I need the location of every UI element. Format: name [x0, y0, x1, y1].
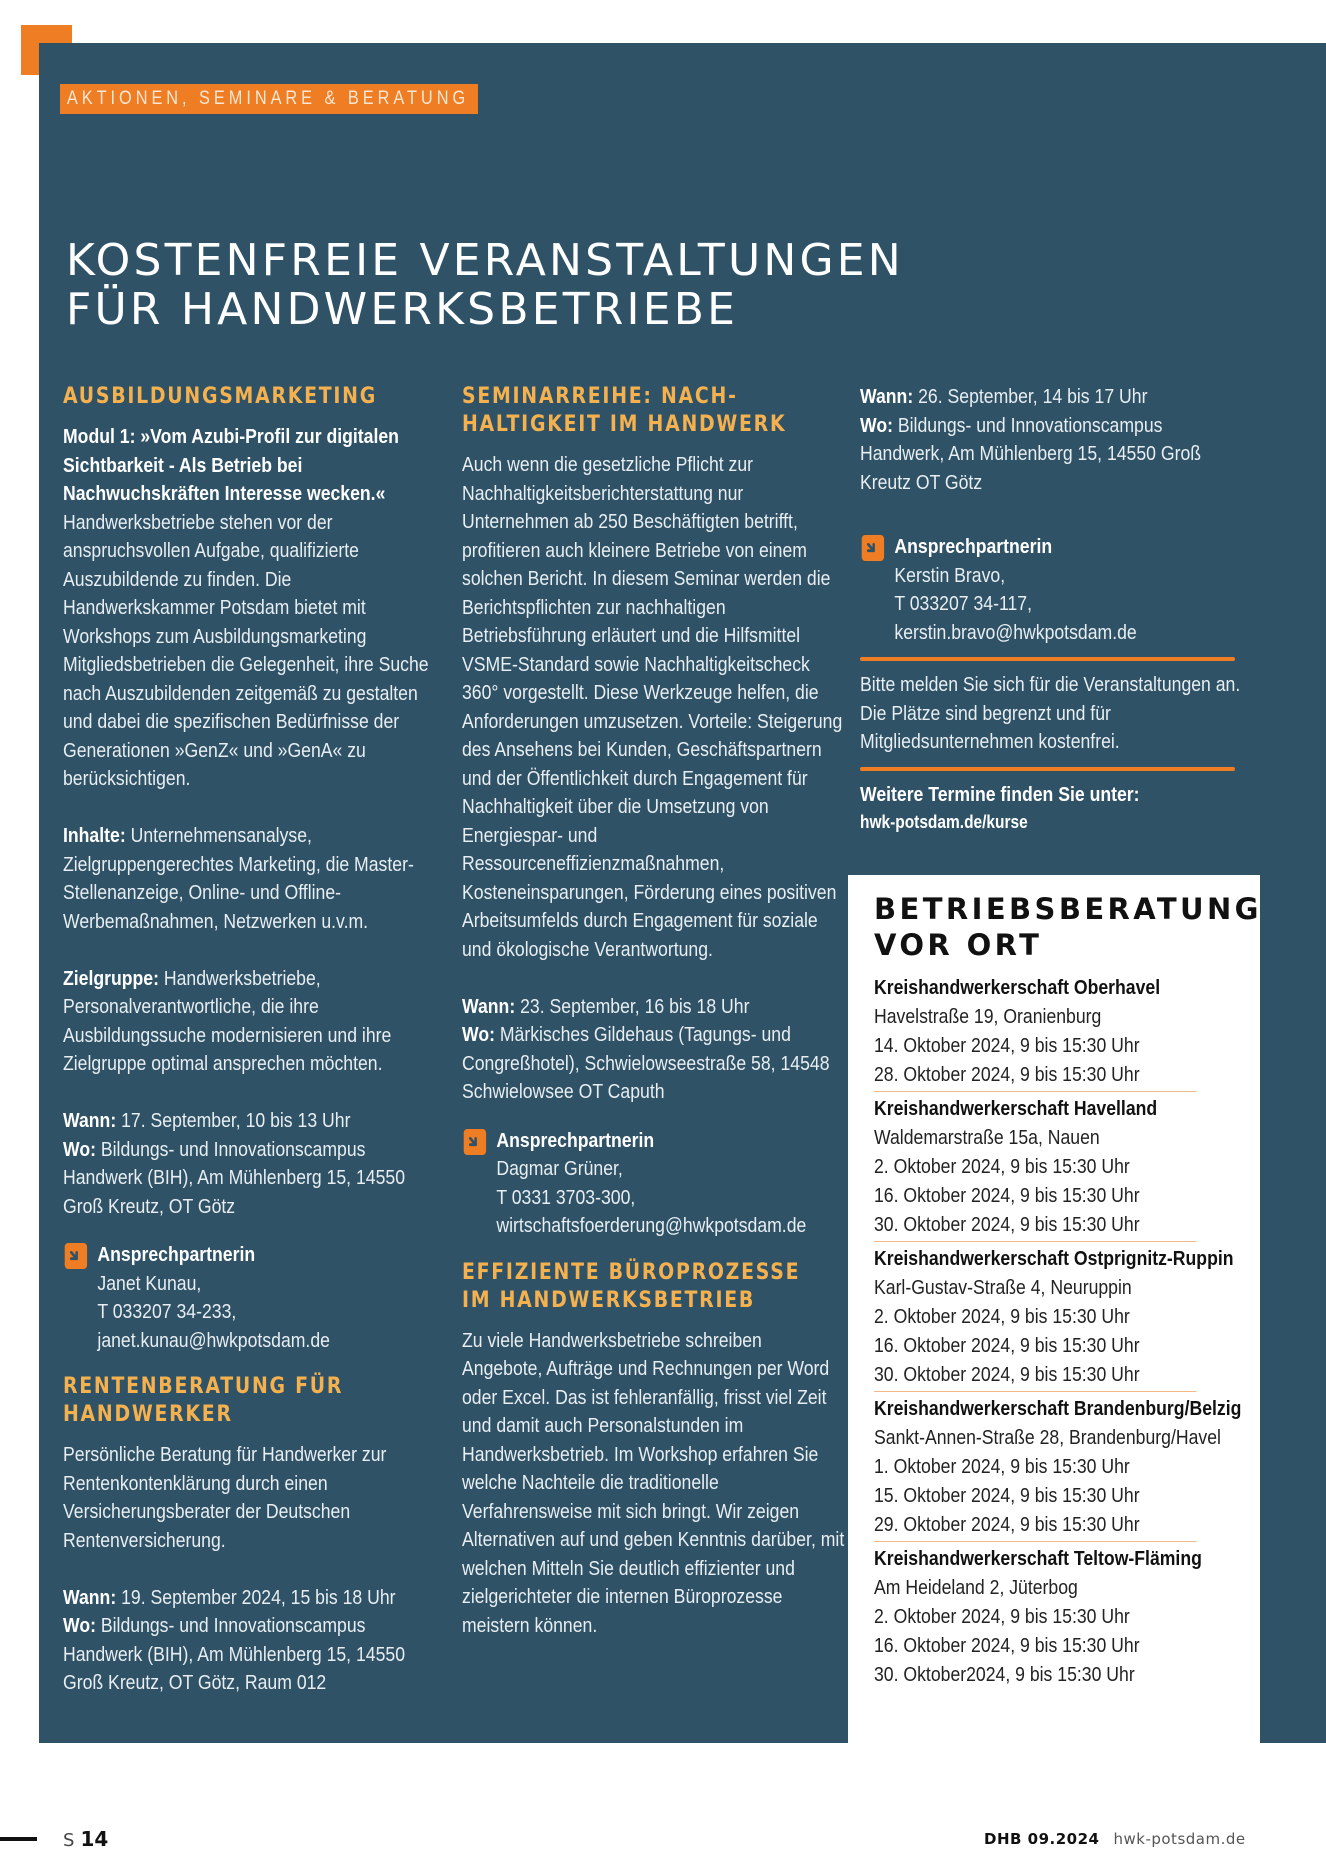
weitere-termine-label: Weitere Termine finden Sie unter: — [860, 782, 1140, 806]
page-title — [66, 236, 904, 334]
contact-label: Ansprechpartnerin — [496, 1128, 655, 1152]
footer-right — [984, 1827, 1246, 1851]
office-item: Kreishandwerkerschaft Teltow-Fläming Am Heideland 2, Jüterbog 2. Oktober 2024, 9 bis 15:30 Uhr 16. Oktober 2024, 9 bis 15:30 Uhr 30. Oktober2024, 9 bis 15:30 Uhr — [874, 1547, 1202, 1686]
buero-wann: Wann: 26. September, 14 bis 17 Uhr — [860, 385, 1148, 408]
nachhaltigkeit-body: Auch wenn die gesetzliche Pflicht zur Nachhaltigkeitsberichterstattung nur Unternehmen ab 250 Beschäftigten betrifft, profitieren auch kleinere Betriebe von einem solchen Bericht. In diesem Seminar werden die Berichtspflichten zur nachhaltigen Betriebsführung erläutert und die Hilfsmittel VSME-Standard sowie Nachhaltigkeitscheck 360° vorgestellt. Diese Werkzeuge helfen, die Anforderungen umzusetzen. Vorteile: Steigerung des Ansehens bei Kunden, Geschäftspartnern und der Öffentlichkeit durch Engagement für Nachhaltigkeit über die Umsetzung von Energiespar- und Ressourceneffizienzmaßnahmen, Kosteneinsparungen, Förderung eines positiven Arbeitsumfelds durch Engagement für soziale und ökologische Verantwortung. — [462, 453, 843, 961]
nachhaltigkeit-wann: Wann: 23. September, 16 bis 18 Uhr — [462, 994, 750, 1018]
page-number: S 14 — [63, 1827, 109, 1851]
buero-body: Zu viele Handwerksbetriebe schreiben Angebote, Aufträge und Rechnungen per Word oder Excel. Das ist fehleranfällig, frisst viel Zeit und damit auch Personalstunden im Handwerksbetrieb. Im Workshop erfahren Sie welche Nachteile die traditionelle Verfahrensweise mit sich bringt. Wir zeigen Alternativen auf und geben Kenntnis darüber, mit welchen Mitteln Sie deutlich effizienter und zielgerichteter die internen Büroprozesse meistern können. — [462, 1328, 845, 1637]
contact-phone[interactable]: T 033207 34-117, — [894, 592, 1032, 615]
contact-buero — [860, 533, 1244, 647]
column-2 — [462, 383, 847, 1640]
registration-notice: Bitte melden Sie sich für die Veranstaltungen an. Die Plätze sind begrenzt und für Mitgliedsunternehmen kostenfrei. — [860, 673, 1241, 753]
betriebsberatung-box — [848, 875, 1260, 1743]
renten-wo: Wo: Bildungs- und Innovationscampus Handwerk (BIH), Am Mühlenberg 15, 14550 Groß Kreutz, OT Götz, Raum 012 — [63, 1614, 406, 1694]
page-title-line1: KOSTENFREIE VERANSTALTUNGEN — [66, 235, 904, 286]
office-list — [874, 973, 1245, 1691]
contact-email[interactable]: kerstin.bravo@hwkpotsdam.de — [894, 620, 1137, 644]
ausbildung-wann: Wann: 17. September, 10 bis 13 Uhr — [63, 1109, 351, 1132]
contact-nachhaltigkeit — [462, 1127, 846, 1241]
contact-label: Ansprechpartnerin — [97, 1243, 256, 1266]
contact-ausbildung — [63, 1241, 447, 1355]
heading-rentenberatung: RENTENBERATUNG FÜR HANDWERKER — [63, 1374, 344, 1427]
office-item: Kreishandwerkerschaft Havelland Waldemarstraße 15a, Nauen 2. Oktober 2024, 9 bis 15:30 Uhr 16. Oktober 2024, 9 bis 15:30 Uhr 30. Oktober 2024, 9 bis 15:30 Uhr — [874, 1094, 1197, 1242]
footer-rule — [0, 1837, 37, 1841]
contact-name: Kerstin Bravo, — [894, 563, 1006, 587]
contact-name: Janet Kunau, — [97, 1271, 202, 1295]
orange-divider — [860, 657, 1235, 661]
buero-wo: Wo: Bildungs- und Innovationscampus Handwerk, Am Mühlenberg 15, 14550 Groß Kreutz OT Götz — [860, 413, 1202, 494]
contact-label: Ansprechpartnerin — [894, 535, 1053, 558]
contact-email[interactable]: janet.kunau@hwkpotsdam.de — [97, 1328, 330, 1352]
contact-name: Dagmar Grüner, — [496, 1157, 623, 1180]
ausbildung-inhalte: Inhalte: Unternehmensanalyse, Zielgruppengerechtes Marketing, die Master-Stellenanzeige, Online- und Offline-Werbemaßnahmen, Netzwerken u.v.m. — [63, 824, 414, 933]
ausbildung-wo: Wo: Bildungs- und Innovationscampus Handwerk (BIH), Am Mühlenberg 15, 14550 Groß Kreutz, OT Götz — [63, 1137, 406, 1218]
heading-bueroprozesse: EFFIZIENTE BÜROPROZESSE IM HANDWERKSBETRIEB — [462, 1259, 801, 1313]
footer-url[interactable]: hwk-potsdam.de — [1113, 1830, 1246, 1848]
contact-email[interactable]: wirtschaftsfoerderung@hwkpotsdam.de — [496, 1214, 807, 1237]
renten-body: Persönliche Beratung für Handwerker zur Rentenkontenklärung durch einen Versicherungsberater der Deutschen Rentenversicherung. — [63, 1443, 387, 1552]
section-tag: AKTIONEN, SEMINARE & BERATUNG — [60, 84, 478, 114]
page-title-line2: FÜR HANDWERKSBETRIEBE — [66, 284, 739, 335]
ausbildung-zielgruppe: Zielgruppe: Handwerksbetriebe, Personalverantwortliche, die ihre Ausbildungssuche modernisieren und ihre Zielgruppe optimal ansprechen möchten. — [63, 966, 392, 1075]
ausbildung-lead: Modul 1: »Vom Azubi-Profil zur digitalen Sichtbarkeit - Als Betrieb bei Nachwuchskräften Interesse wecken.« — [63, 425, 399, 505]
nachhaltigkeit-wo: Wo: Märkisches Gildehaus (Tagungs- und Congreßhotel), Schwielowseestraße 58, 14548 Schwielowsee OT Caputh — [462, 1023, 830, 1103]
office-item: Kreishandwerkerschaft Brandenburg/Belzig Sankt-Annen-Straße 28, Brandenburg/Havel 1. Oktober 2024, 9 bis 15:30 Uhr 15. Oktober 2024, 9 bis 15:30 Uhr 29. Oktober 2024, 9 bis 15:30 Uhr — [874, 1394, 1197, 1542]
orange-divider — [860, 767, 1235, 771]
heading-nachhaltigkeit: SEMINARREIHE: NACH- HALTIGKEIT IM HANDWERK — [462, 384, 787, 437]
arrow-down-right-icon — [65, 1243, 87, 1269]
betriebsberatung-title: BETRIEBSBERATUNG VOR ORT — [874, 892, 1262, 962]
office-item: Kreishandwerkerschaft Ostprignitz-Ruppin Karl-Gustav-Straße 4, Neuruppin 2. Oktober 2024, 9 bis 15:30 Uhr 16. Oktober 2024, 9 bis 15:30 Uhr 30. Oktober 2024, 9 bis 15:30 Uhr — [874, 1244, 1197, 1392]
column-3 — [860, 383, 1245, 835]
contact-phone[interactable]: T 0331 3703-300, — [496, 1185, 636, 1209]
weitere-termine-link[interactable]: hwk-potsdam.de/kurse — [860, 812, 1028, 832]
heading-ausbildungsmarketing: AUSBILDUNGSMARKETING — [63, 384, 377, 409]
contact-phone[interactable]: T 033207 34-233, — [97, 1300, 237, 1323]
issue-label: DHB 09.2024 — [984, 1830, 1100, 1848]
ausbildung-body: Handwerksbetriebe stehen vor der anspruchsvollen Aufgabe, qualifizierte Auszubildende zu finden. Die Handwerkskammer Potsdam bietet mit Workshops zum Ausbildungsmarketing Mitgliedsbetrieben die Gelegenheit, ihre Suche nach Auszubildenden zeitgemäß zu gestalten und dabei die spezifischen Bedürfnisse der Generationen »GenZ« und »GenA« zu berücksichtigen. — [63, 510, 429, 790]
renten-wann: Wann: 19. September 2024, 15 bis 18 Uhr — [63, 1585, 396, 1609]
column-1 — [63, 383, 448, 1698]
arrow-down-right-icon — [464, 1129, 486, 1155]
arrow-down-right-icon — [862, 535, 884, 561]
office-item: Kreishandwerkerschaft Oberhavel Havelstraße 19, Oranienburg 14. Oktober 2024, 9 bis 15:30 Uhr 28. Oktober 2024, 9 bis 15:30 Uhr — [874, 973, 1197, 1092]
